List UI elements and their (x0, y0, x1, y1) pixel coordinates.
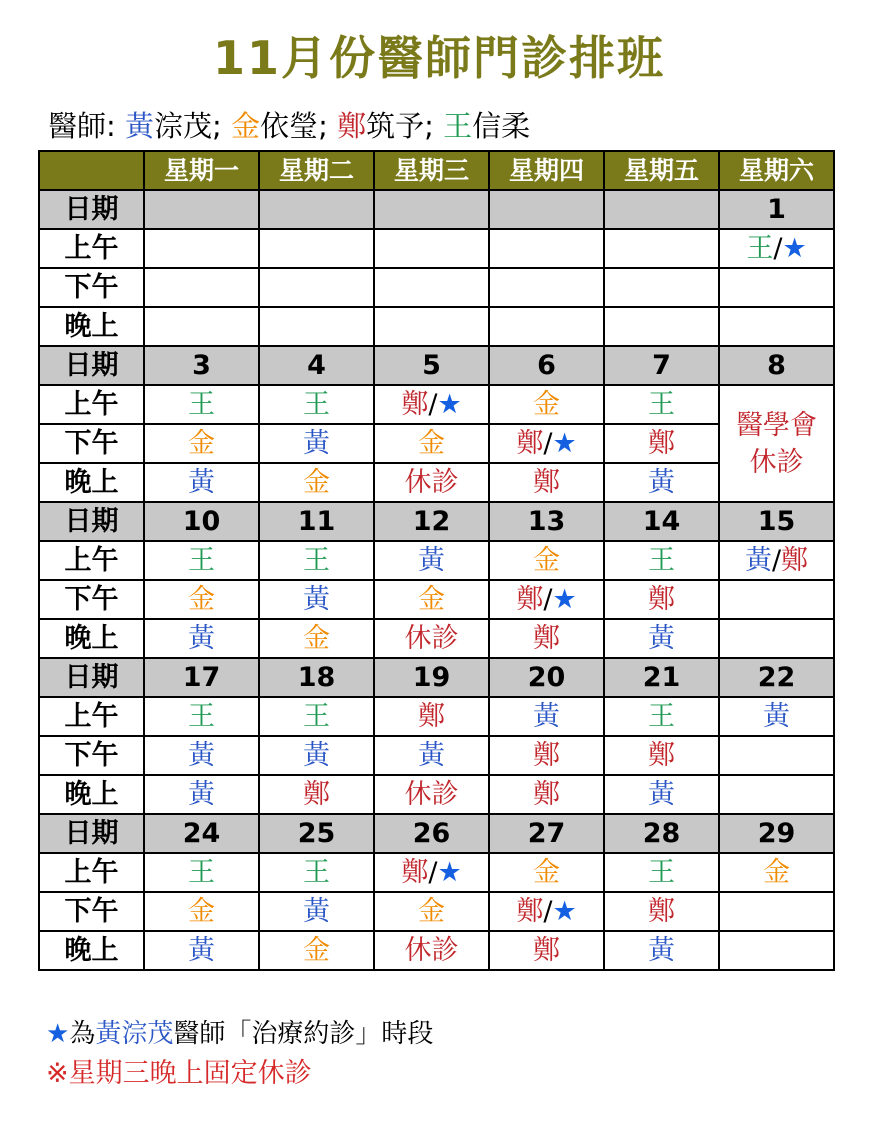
doctor-mark: 金 (303, 623, 330, 654)
date-cell: 19 (374, 658, 489, 697)
row-label-morning: 上午 (39, 385, 144, 424)
schedule-cell (144, 463, 259, 502)
date-cell: 18 (259, 658, 374, 697)
date-cell: 7 (604, 346, 719, 385)
schedule-cell (374, 580, 489, 619)
schedule-cell (489, 307, 604, 346)
schedule-cell (259, 385, 374, 424)
schedule-cell (719, 307, 834, 346)
schedule-cell (489, 853, 604, 892)
schedule-cell (604, 736, 719, 775)
slash-separator: / (428, 857, 438, 888)
doctor-mark: 黃 (188, 779, 215, 810)
schedule-cell (259, 736, 374, 775)
legend-given-name: 依瑩 (260, 109, 319, 143)
weekday-header: 星期二 (259, 151, 374, 190)
doctor-mark: 黃 (188, 935, 215, 966)
schedule-cell (259, 892, 374, 931)
footnote-suffix: 醫師「治療約診」時段 (173, 1019, 434, 1049)
date-cell: 17 (144, 658, 259, 697)
doctor-mark: 鄭 (418, 701, 445, 732)
row-label-morning: 上午 (39, 853, 144, 892)
date-cell (144, 190, 259, 229)
doctor-mark: 王 (648, 389, 675, 420)
doctor-mark: 黃 (648, 935, 675, 966)
doctor-mark: 王 (303, 701, 330, 732)
afternoon-row (39, 892, 834, 931)
date-row (39, 502, 834, 541)
schedule-cell (719, 775, 834, 814)
date-row (39, 346, 834, 385)
schedule-cell (374, 229, 489, 268)
footnote-prefix: 為 (69, 1019, 96, 1049)
schedule-cell (489, 775, 604, 814)
doctor-mark: 鄭 (516, 584, 544, 615)
date-row (39, 658, 834, 697)
doctor-mark: 金 (533, 545, 560, 576)
schedule-cell (144, 385, 259, 424)
schedule-table (38, 150, 835, 971)
doctor-mark: 金 (418, 896, 445, 927)
doctor-mark: 黃 (648, 623, 675, 654)
schedule-cell (489, 697, 604, 736)
doctor-legend (48, 106, 530, 146)
afternoon-row (39, 424, 834, 463)
doctor-mark: 鄭 (533, 740, 560, 771)
doctor-mark: 黃 (418, 740, 445, 771)
doctor-mark: 休診 (404, 623, 459, 654)
afternoon-row (39, 268, 834, 307)
schedule-cell (604, 268, 719, 307)
doctor-mark: 金 (188, 896, 215, 927)
doctor-mark: 鄭 (303, 779, 330, 810)
row-label-evening: 晚上 (39, 931, 144, 970)
morning-row (39, 697, 834, 736)
doctor-mark: 黃 (303, 584, 330, 615)
doctor-mark: 王 (188, 389, 215, 420)
doctor-mark: 鄭 (533, 935, 560, 966)
date-cell: 20 (489, 658, 604, 697)
schedule-cell (144, 892, 259, 931)
star-footnote (46, 1016, 433, 1052)
doctor-mark: 王 (303, 545, 330, 576)
doctor-mark: 鄭 (533, 467, 560, 498)
date-cell: 4 (259, 346, 374, 385)
schedule-cell (259, 775, 374, 814)
doctor-mark: 王 (188, 545, 215, 576)
schedule-cell (259, 697, 374, 736)
date-cell: 1 (719, 190, 834, 229)
doctor-mark: 王 (303, 857, 330, 888)
weekday-header: 星期六 (719, 151, 834, 190)
doctor-mark: 鄭 (401, 389, 429, 420)
doctor-mark: 王 (648, 701, 675, 732)
schedule-cell (719, 697, 834, 736)
date-cell: 29 (719, 814, 834, 853)
row-label-morning: 上午 (39, 229, 144, 268)
date-cell: 10 (144, 502, 259, 541)
legend-surname: 黃 (125, 109, 155, 143)
schedule-cell (144, 307, 259, 346)
star-icon: ★ (437, 389, 462, 420)
doctor-mark: 休診 (404, 779, 459, 810)
star-icon: ★ (552, 896, 577, 927)
schedule-cell (719, 580, 834, 619)
legend-surname: 金 (231, 109, 261, 143)
afternoon-row (39, 736, 834, 775)
legend-prefix: 醫師: (48, 109, 125, 143)
closure-note-line: 休診 (749, 446, 804, 478)
schedule-cell (144, 268, 259, 307)
schedule-cell (374, 853, 489, 892)
legend-given-name: 信柔 (472, 109, 531, 143)
doctor-mark: 鄭 (648, 896, 675, 927)
schedule-cell (144, 541, 259, 580)
row-label-morning: 上午 (39, 541, 144, 580)
row-label-evening: 晚上 (39, 463, 144, 502)
doctor-mark: 黃 (418, 545, 445, 576)
row-label-date: 日期 (39, 814, 144, 853)
morning-row (39, 385, 834, 424)
slash-separator: / (771, 545, 782, 576)
schedule-cell (259, 424, 374, 463)
schedule-cell (604, 931, 719, 970)
doctor-mark: 黃 (188, 740, 215, 771)
date-cell: 25 (259, 814, 374, 853)
schedule-cell (259, 307, 374, 346)
schedule-cell (489, 892, 604, 931)
date-cell: 27 (489, 814, 604, 853)
schedule-cell (604, 619, 719, 658)
doctor-mark: 鄭 (401, 857, 429, 888)
row-label-afternoon: 下午 (39, 736, 144, 775)
schedule-cell (259, 229, 374, 268)
schedule-cell (259, 580, 374, 619)
row-label-date: 日期 (39, 190, 144, 229)
afternoon-row (39, 580, 834, 619)
legend-given-name: 淙茂 (154, 109, 213, 143)
slash-separator: / (428, 389, 438, 420)
doctor-mark: 金 (418, 428, 445, 459)
schedule-cell (374, 268, 489, 307)
doctor-mark: 金 (188, 428, 215, 459)
schedule-cell (489, 580, 604, 619)
row-label-date: 日期 (39, 502, 144, 541)
schedule-cell (259, 931, 374, 970)
date-cell: 11 (259, 502, 374, 541)
schedule-cell (144, 931, 259, 970)
date-cell: 28 (604, 814, 719, 853)
doctor-mark: 鄭 (648, 740, 675, 771)
slash-separator: / (543, 428, 553, 459)
date-cell: 6 (489, 346, 604, 385)
doctor-mark: 黃 (188, 467, 215, 498)
row-label-afternoon: 下午 (39, 580, 144, 619)
schedule-cell (604, 424, 719, 463)
doctor-mark: 鄭 (533, 623, 560, 654)
evening-row (39, 775, 834, 814)
legend-item-jin (231, 109, 337, 143)
row-label-afternoon: 下午 (39, 892, 144, 931)
doctor-mark: 金 (763, 857, 790, 888)
date-cell (374, 190, 489, 229)
legend-surname: 王 (443, 109, 473, 143)
schedule-cell (604, 385, 719, 424)
schedule-cell (144, 229, 259, 268)
doctor-mark: 鄭 (648, 428, 675, 459)
schedule-cell (604, 463, 719, 502)
schedule-cell (719, 853, 834, 892)
doctor-mark: 金 (188, 584, 215, 615)
row-label-evening: 晚上 (39, 307, 144, 346)
schedule-cell (489, 736, 604, 775)
doctor-mark: 金 (533, 389, 560, 420)
row-label-afternoon: 下午 (39, 268, 144, 307)
doctor-mark: 王 (648, 545, 675, 576)
schedule-cell (604, 892, 719, 931)
schedule-cell (604, 697, 719, 736)
morning-row (39, 229, 834, 268)
schedule-cell (489, 268, 604, 307)
date-cell (489, 190, 604, 229)
doctor-mark: 休診 (404, 467, 459, 498)
evening-row (39, 619, 834, 658)
date-cell: 5 (374, 346, 489, 385)
slash-separator: / (773, 233, 783, 264)
schedule-cell (374, 736, 489, 775)
schedule-cell (259, 619, 374, 658)
schedule-cell (374, 697, 489, 736)
legend-separator: ; (318, 109, 338, 143)
schedule-cell (489, 229, 604, 268)
schedule-cell (719, 268, 834, 307)
schedule-cell (719, 541, 834, 580)
evening-row (39, 463, 834, 502)
date-cell: 12 (374, 502, 489, 541)
date-cell: 26 (374, 814, 489, 853)
date-cell: 8 (719, 346, 834, 385)
corner-cell (39, 151, 144, 190)
schedule-cell (374, 424, 489, 463)
row-label-date: 日期 (39, 658, 144, 697)
schedule-cell (144, 424, 259, 463)
legend-given-name: 筑予 (366, 109, 425, 143)
schedule-cell (604, 229, 719, 268)
schedule-cell (604, 853, 719, 892)
schedule-cell (374, 892, 489, 931)
schedule-cell (719, 619, 834, 658)
legend-separator: ; (424, 109, 444, 143)
schedule-cell (604, 775, 719, 814)
doctor-mark: 休診 (404, 935, 459, 966)
star-icon: ★ (552, 584, 577, 615)
footnote-doctor: 黃淙茂 (95, 1019, 174, 1049)
schedule-cell (259, 853, 374, 892)
evening-row (39, 307, 834, 346)
row-label-date: 日期 (39, 346, 144, 385)
schedule-cell (719, 229, 834, 268)
date-row (39, 190, 834, 229)
star-icon: ★ (782, 233, 807, 264)
doctor-mark: 黃 (533, 701, 560, 732)
schedule-cell (259, 463, 374, 502)
doctor-mark: 鄭 (533, 779, 560, 810)
schedule-cell (719, 736, 834, 775)
doctor-mark: 鄭 (516, 428, 544, 459)
weekday-header: 星期五 (604, 151, 719, 190)
schedule-cell (259, 268, 374, 307)
schedule-cell (259, 541, 374, 580)
schedule-cell (144, 697, 259, 736)
doctor-mark: 王 (746, 233, 774, 264)
schedule-cell (374, 775, 489, 814)
schedule-cell (374, 385, 489, 424)
date-row (39, 814, 834, 853)
schedule-cell (144, 736, 259, 775)
schedule-cell (489, 541, 604, 580)
legend-item-huang (125, 109, 231, 143)
schedule-cell (489, 931, 604, 970)
row-label-morning: 上午 (39, 697, 144, 736)
schedule-cell (374, 619, 489, 658)
doctor-mark: 金 (533, 857, 560, 888)
date-cell: 21 (604, 658, 719, 697)
legend-surname: 鄭 (337, 109, 367, 143)
weekday-header: 星期三 (374, 151, 489, 190)
doctor-mark: 黃 (648, 467, 675, 498)
star-icon: ★ (552, 428, 577, 459)
schedule-cell (374, 463, 489, 502)
schedule-cell (489, 463, 604, 502)
date-cell (604, 190, 719, 229)
date-cell (259, 190, 374, 229)
weekday-header: 星期四 (489, 151, 604, 190)
schedule-cell (489, 424, 604, 463)
schedule-cell (144, 775, 259, 814)
saturday-closure-note (719, 385, 834, 502)
doctor-mark: 鄭 (781, 545, 809, 576)
doctor-mark: 王 (188, 701, 215, 732)
doctor-mark: 黃 (303, 428, 330, 459)
schedule-cell (144, 619, 259, 658)
schedule-cell (604, 541, 719, 580)
morning-row (39, 541, 834, 580)
star-icon: ★ (437, 857, 462, 888)
doctor-mark: 鄭 (648, 584, 675, 615)
schedule-cell (374, 931, 489, 970)
schedule-cell (374, 307, 489, 346)
doctor-mark: 金 (418, 584, 445, 615)
evening-row (39, 931, 834, 970)
legend-item-zheng (337, 109, 443, 143)
doctor-mark: 黃 (303, 896, 330, 927)
schedule-cell (719, 892, 834, 931)
row-label-afternoon: 下午 (39, 424, 144, 463)
schedule-cell (604, 580, 719, 619)
slash-separator: / (543, 896, 553, 927)
wednesday-rule-note: ※星期三晚上固定休診 (46, 1058, 312, 1089)
row-label-evening: 晚上 (39, 619, 144, 658)
doctor-mark: 王 (188, 857, 215, 888)
date-cell: 13 (489, 502, 604, 541)
doctor-mark: 金 (303, 467, 330, 498)
schedule-cell (144, 580, 259, 619)
weekday-header-row (39, 151, 834, 190)
schedule-cell (144, 853, 259, 892)
doctor-mark: 鄭 (516, 896, 544, 927)
morning-row (39, 853, 834, 892)
slash-separator: / (543, 584, 553, 615)
doctor-mark: 金 (303, 935, 330, 966)
schedule-cell (374, 541, 489, 580)
date-cell: 22 (719, 658, 834, 697)
schedule-cell (489, 619, 604, 658)
doctor-mark: 王 (648, 857, 675, 888)
schedule-cell (489, 385, 604, 424)
doctor-mark: 王 (303, 389, 330, 420)
row-label-evening: 晚上 (39, 775, 144, 814)
date-cell: 15 (719, 502, 834, 541)
doctor-mark: 黃 (648, 779, 675, 810)
page-title: 11月份醫師門診排班 (212, 31, 665, 85)
schedule-cell (604, 307, 719, 346)
doctor-mark: 黃 (188, 623, 215, 654)
star-icon: ★ (46, 1019, 70, 1049)
closure-note-line: 醫學會 (736, 409, 817, 441)
weekday-header: 星期一 (144, 151, 259, 190)
date-cell: 24 (144, 814, 259, 853)
legend-item-wang (443, 109, 530, 143)
date-cell: 3 (144, 346, 259, 385)
doctor-mark: 黃 (763, 701, 790, 732)
doctor-mark: 黃 (303, 740, 330, 771)
date-cell: 14 (604, 502, 719, 541)
legend-separator: ; (212, 109, 232, 143)
doctor-mark: 黃 (744, 545, 772, 576)
schedule-cell (719, 931, 834, 970)
